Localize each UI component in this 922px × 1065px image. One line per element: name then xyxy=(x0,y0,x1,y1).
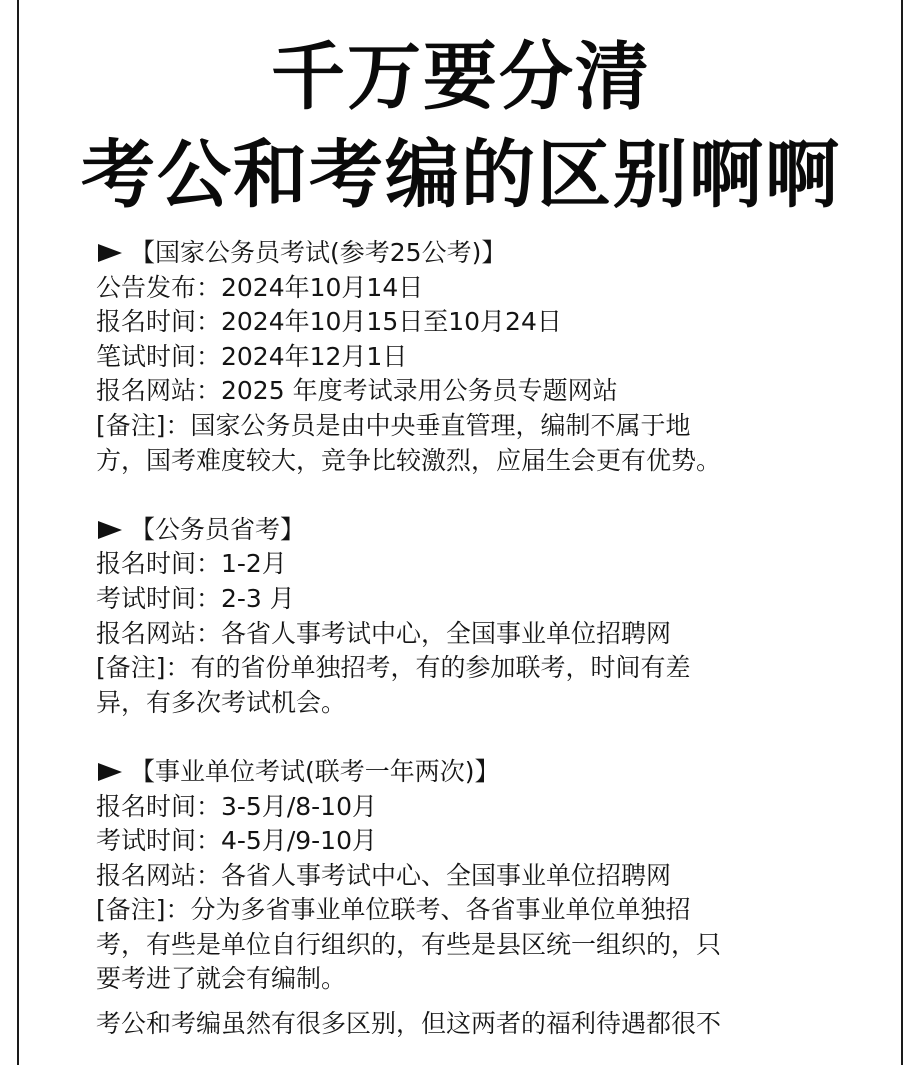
page-title-line-2: 考公和考编的区别啊啊 xyxy=(81,132,841,218)
text-line: 方，国考难度较大，竞争比较激烈，应届生会更有优势。 xyxy=(96,445,722,475)
text-line: 报名时间：3-5月/8-10月 xyxy=(96,791,377,821)
section-heading xyxy=(96,236,856,271)
cut-off-text-line xyxy=(96,997,856,1039)
section-public-institution-exam xyxy=(96,755,856,1039)
cut-off-text: 考公和考编虽然有很多区别，但这两者的福利待遇都很不 xyxy=(96,1009,722,1039)
section-heading-text: 【国家公务员考试(参考25公考)】 xyxy=(130,238,507,267)
arrow-right-icon xyxy=(98,521,122,539)
section-heading xyxy=(96,755,856,790)
section-provincial-exam xyxy=(96,513,856,721)
text-line: 报名网站：各省人事考试中心，全国事业单位招聘网 xyxy=(96,618,672,648)
section-heading-text: 【公务员省考】 xyxy=(130,514,306,544)
section-heading-text: 【事业单位考试(联考一年两次)】 xyxy=(130,756,500,786)
text-line: 公告发布：2024年10月14日 xyxy=(96,272,424,302)
text-line: 异，有多次考试机会。 xyxy=(96,687,347,717)
text-line: 考试时间：2-3 月 xyxy=(96,583,295,613)
text-line: 报名时间：1-2月 xyxy=(96,549,287,579)
arrow-right-icon xyxy=(98,763,122,781)
text-line: 报名时间：2024年10月15日至10月24日 xyxy=(96,307,562,337)
content-body xyxy=(96,236,856,1039)
arrow-right-icon xyxy=(98,244,122,262)
text-line: [备注]：国家公务员是由中央垂直管理，编制不属于地 xyxy=(96,410,691,440)
section-national-exam xyxy=(96,236,856,478)
text-line: 要考进了就会有编制。 xyxy=(96,964,347,994)
page-title-line-1: 千万要分清 xyxy=(271,34,651,120)
text-line: 报名网站：各省人事考试中心、全国事业单位招聘网 xyxy=(96,860,672,890)
section-heading xyxy=(96,513,856,548)
text-line: [备注]：分为多省事业单位联考、各省事业单位单独招 xyxy=(96,895,691,925)
text-line: 笔试时间：2024年12月1日 xyxy=(96,341,408,371)
text-line: [备注]：有的省份单独招考，有的参加联考，时间有差 xyxy=(96,653,691,683)
text-line: 考，有些是单位自行组织的，有些是县区统一组织的，只 xyxy=(96,929,722,959)
text-line: 报名网站：2025 年度考试录用公务员专题网站 xyxy=(96,376,618,406)
text-line: 考试时间：4-5月/9-10月 xyxy=(96,826,377,856)
